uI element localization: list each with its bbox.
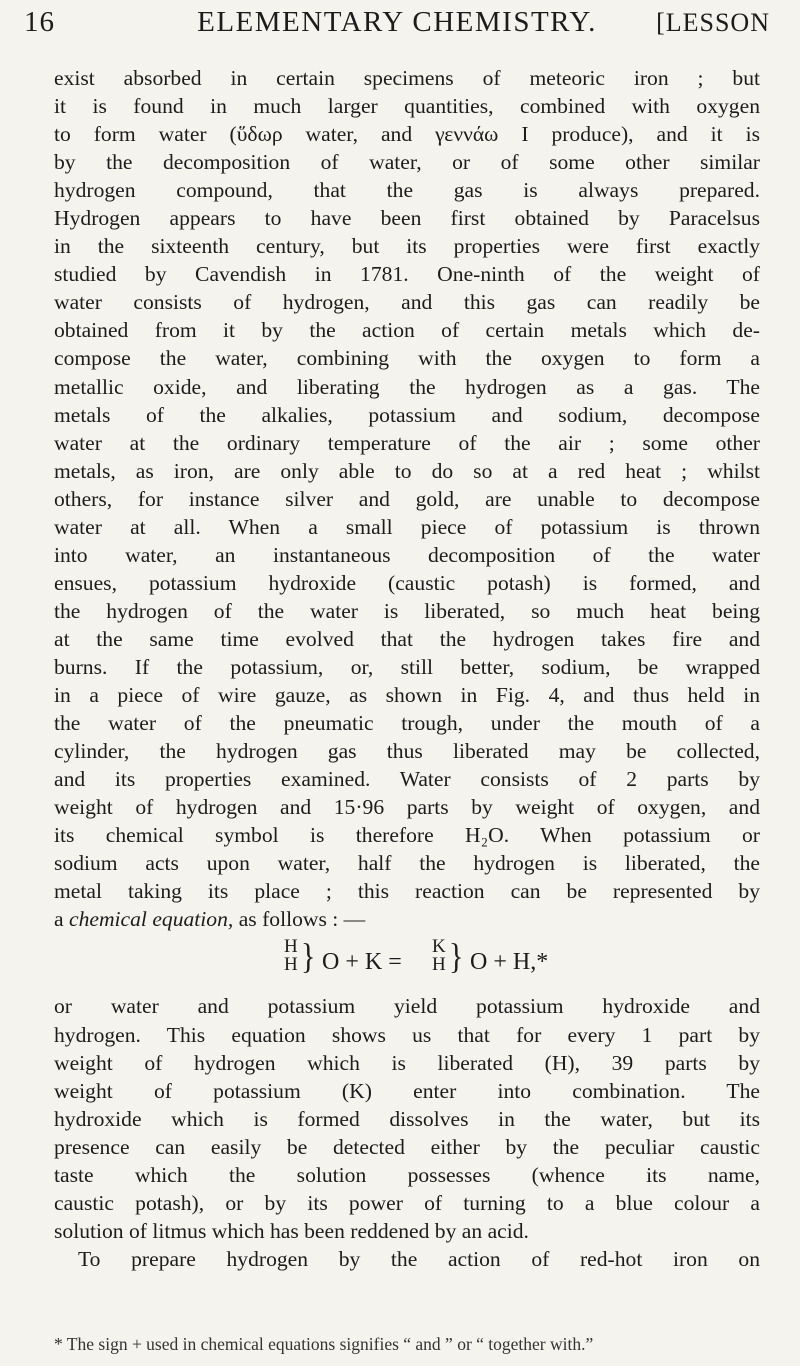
text-line: the water of the pneumatic trough, under the mouth of a — [54, 711, 760, 736]
text-line: hydrogen. This equation shows us that for every 1 part by — [54, 1022, 760, 1047]
text-line: compose the water, combining with the oxygen to form a — [54, 346, 760, 371]
text-line: metallic oxide, and liberating the hydrogen as a gas. The — [54, 374, 760, 399]
text-line: it is found in much larger quantities, combined with oxygen — [54, 94, 760, 119]
text-line: in the sixteenth century, but its properties were first exactly — [54, 234, 760, 259]
text-line: and its properties examined. Water consists of 2 parts by — [54, 767, 760, 792]
hydroxide-formula-stack — [432, 938, 446, 974]
text-line: weight of potassium (K) enter into combination. The — [54, 1078, 760, 1103]
equation-intro-italic: chemical equation, — [68, 907, 234, 932]
text-line: water consists of hydrogen, and this gas can readily be — [54, 290, 760, 315]
text-line: metals of the alkalies, potassium and sodium, decompose — [54, 402, 760, 427]
running-title: ELEMENTARY CHEMISTRY. — [197, 6, 597, 38]
hydroxide-k-top: K — [432, 936, 446, 958]
equation-intro-line — [54, 905, 760, 933]
lesson-label: [LESSON — [656, 8, 770, 37]
text-line: water at the ordinary temperature of the air ; some other — [54, 430, 760, 455]
text-line: Hydrogen appears to have been first obtained by Paracelsus — [54, 206, 760, 231]
text-line: weight of hydrogen which is liberated (H), 39 parts by — [54, 1050, 760, 1075]
text-line: in a piece of wire gauze, as shown in Fig. 4, and thus held in — [54, 683, 760, 708]
text-line: weight of hydrogen and 15·96 parts by weight of oxygen, and — [54, 795, 760, 820]
text-line: metal taking its place ; this reaction can be represented by — [54, 879, 760, 904]
text-line: hydrogen compound, that the gas is always prepared. — [54, 178, 760, 203]
equation-intro-prefix: a — [54, 907, 69, 932]
text-line: metals, as iron, are only able to do so at a red heat ; whilst — [54, 458, 760, 483]
footnote: * The sign + used in chemical equations signifies “ and ” or “ together with.” — [54, 1334, 594, 1354]
text-line: its chemical symbol is therefore H₂O. When potassium or — [54, 823, 760, 848]
chemical-equation — [54, 938, 760, 988]
brace-symbol: } — [301, 937, 316, 977]
paragraph-start-line: To prepare hydrogen by the action of red-hot iron on — [78, 1246, 760, 1271]
text-line: water at all. When a small piece of potassium is thrown — [54, 514, 760, 539]
text-line: at the same time evolved that the hydrogen takes fire and — [54, 626, 760, 651]
water-h-bottom: H — [284, 954, 298, 976]
text-line: cylinder, the hydrogen gas thus liberated may be collected, — [54, 739, 760, 764]
text-line: the hydrogen of the water is liberated, so much heat being — [54, 598, 760, 623]
equation-left-side: O + K = — [322, 949, 402, 976]
water-formula-stack — [284, 938, 298, 974]
equation-intro-suffix: as follows : — — [233, 907, 366, 932]
text-line: taste which the solution possesses (whence its name, — [54, 1162, 760, 1187]
body-text — [54, 64, 760, 1273]
text-line: obtained from it by the action of certain metals which de- — [54, 318, 760, 343]
equation-right-side: O + H,* — [470, 949, 549, 976]
text-line: presence can easily be detected either by the peculiar caustic — [54, 1134, 760, 1159]
water-h-top: H — [284, 936, 298, 958]
text-line: burns. If the potassium, or, still better, sodium, be wrapped — [54, 654, 760, 679]
text-line: solution of litmus which has been reddened by an acid. — [54, 1218, 529, 1243]
text-line: sodium acts upon water, half the hydrogen is liberated, the — [54, 851, 760, 876]
page-number: 16 — [24, 6, 55, 38]
text-line: into water, an instantaneous decomposition of the water — [54, 542, 760, 567]
text-line: others, for instance silver and gold, are unable to decompose — [54, 486, 760, 511]
text-line: exist absorbed in certain specimens of meteoric iron ; but — [54, 66, 760, 90]
text-line: hydroxide which is formed dissolves in the water, but its — [54, 1106, 760, 1131]
brace-symbol: } — [449, 937, 464, 977]
text-line: by the decomposition of water, or of some other similar — [54, 150, 760, 175]
running-header — [24, 6, 770, 54]
text-line: ensues, potassium hydroxide (caustic potash) is formed, and — [54, 570, 760, 595]
text-line: or water and potassium yield potassium hydroxide and — [54, 994, 760, 1019]
text-line: to form water (ὕδωρ water, and γεννάω I produce), and it is — [54, 122, 760, 147]
hydroxide-h-bottom: H — [432, 954, 446, 976]
text-line: studied by Cavendish in 1781. One-ninth of the weight of — [54, 262, 760, 287]
text-line: caustic potash), or by its power of turning to a blue colour a — [54, 1190, 760, 1215]
